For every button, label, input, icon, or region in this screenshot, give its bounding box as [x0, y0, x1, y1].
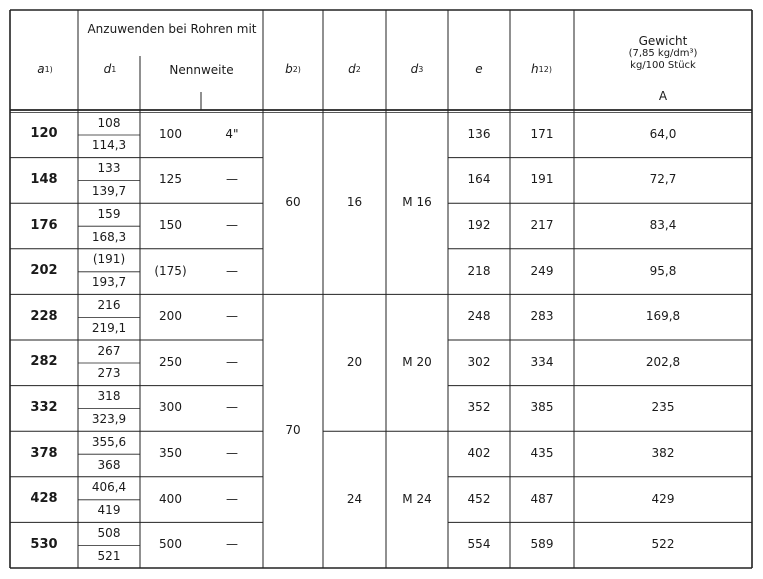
- cell-nennweite-inch: 4": [225, 126, 239, 141]
- cell-d1-top: 216: [97, 297, 121, 312]
- cell-e: 402: [467, 446, 491, 461]
- cell-nennweite: 350: [159, 446, 182, 461]
- cell-weight: 72,7: [649, 172, 677, 187]
- cell-weight: 83,4: [649, 218, 677, 233]
- cell-d2-group: 16: [346, 195, 363, 210]
- cell-nennweite-inch: —: [226, 309, 238, 324]
- cell-weight: 382: [651, 446, 675, 461]
- header-weight-title: Gewicht: [638, 33, 688, 48]
- cell-e: 192: [467, 218, 491, 233]
- cell-h1: 191: [530, 172, 554, 187]
- cell-d1-top: 406,4: [91, 480, 127, 495]
- cell-h1: 435: [530, 446, 554, 461]
- header-d3-symbol: d: [410, 62, 419, 77]
- cell-nennweite: 500: [159, 537, 182, 552]
- cell-h1: 171: [530, 126, 554, 141]
- cell-d1-bottom: 168,3: [91, 229, 127, 244]
- header-d2-symbol: d: [348, 62, 356, 77]
- cell-e: 554: [467, 537, 491, 552]
- cell-a: 378: [30, 445, 58, 461]
- cell-nennweite-inch: —: [226, 218, 238, 233]
- cell-d1-bottom: 521: [97, 548, 121, 563]
- header-e: e: [475, 62, 483, 77]
- cell-e: 302: [467, 354, 491, 369]
- cell-d3-group: M 24: [402, 491, 432, 506]
- header-d1-symbol: d: [103, 62, 112, 77]
- header-b: [263, 48, 323, 92]
- cell-nennweite: 125: [159, 172, 182, 187]
- header-d3: [386, 48, 448, 92]
- cell-weight: 522: [651, 537, 675, 552]
- cell-nennweite: (175): [154, 263, 187, 278]
- cell-d1-top: 318: [97, 389, 121, 404]
- cell-nennweite-inch: —: [226, 491, 238, 506]
- cell-b-group: 60: [285, 195, 301, 210]
- cell-e: 248: [467, 309, 491, 324]
- header-a-symbol: a: [37, 62, 45, 77]
- cell-d1-bottom: 419: [97, 503, 121, 518]
- cell-e: 352: [467, 400, 491, 415]
- header-d2-sub: 2: [355, 65, 361, 75]
- header-h1-note: 2): [543, 65, 552, 75]
- header-d3-sub: 3: [418, 65, 424, 75]
- cell-a: 120: [30, 126, 58, 142]
- cell-d2-group: 24: [346, 491, 363, 506]
- cell-d1-top: 159: [97, 206, 121, 221]
- header-weight: [574, 22, 752, 84]
- header-weight-unit: kg/100 Stück: [630, 59, 696, 71]
- header-a: [12, 48, 78, 92]
- cell-d1-top: (191): [92, 252, 126, 267]
- header-b-note: 2): [292, 65, 301, 75]
- cell-d3-group: M 16: [402, 195, 432, 210]
- header-d1-sub: 1: [111, 65, 117, 75]
- header-nennweite: Nennweite: [169, 63, 234, 78]
- cell-d1-bottom: 323,9: [91, 411, 127, 426]
- cell-a: 428: [30, 491, 58, 507]
- cell-h1: 249: [530, 263, 554, 278]
- cell-e: 452: [467, 491, 491, 506]
- cell-a: 332: [30, 399, 58, 415]
- cell-h1: 283: [530, 309, 554, 324]
- cell-d1-top: 355,6: [91, 434, 127, 449]
- cell-d1-bottom: 368: [97, 457, 121, 472]
- cell-weight: 202,8: [645, 354, 681, 369]
- cell-d1-bottom: 273: [97, 366, 121, 381]
- cell-weight: 429: [651, 491, 675, 506]
- cell-a: 176: [30, 217, 58, 233]
- header-h1: [510, 48, 573, 92]
- cell-a: 202: [30, 263, 58, 279]
- cell-d1-bottom: 139,7: [91, 183, 127, 198]
- cell-e: 164: [467, 172, 491, 187]
- cell-weight: 235: [651, 400, 675, 415]
- header-a-note: 1): [44, 65, 53, 75]
- cell-h1: 589: [530, 537, 554, 552]
- cell-h1: 487: [530, 491, 554, 506]
- cell-nennweite: 100: [159, 126, 182, 141]
- cell-nennweite: 200: [159, 309, 182, 324]
- cell-a: 282: [30, 354, 58, 370]
- cell-d1-top: 133: [97, 161, 121, 176]
- cell-nennweite-inch: —: [226, 400, 238, 415]
- cell-d1-top: 267: [97, 343, 121, 358]
- cell-h1: 334: [530, 354, 554, 369]
- cell-nennweite: 150: [159, 218, 182, 233]
- cell-weight: 64,0: [649, 126, 677, 141]
- cell-nennweite-inch: —: [226, 446, 238, 461]
- cell-d1-bottom: 193,7: [91, 275, 127, 290]
- cell-d1-bottom: 114,3: [91, 138, 127, 153]
- cell-a: 228: [30, 308, 58, 324]
- header-b-symbol: b: [285, 62, 293, 77]
- cell-nennweite-inch: —: [226, 354, 238, 369]
- cell-d1-top: 508: [97, 525, 121, 540]
- cell-nennweite-inch: —: [226, 537, 238, 552]
- cell-h1: 385: [530, 400, 554, 415]
- header-weight-column-a: A: [658, 89, 668, 104]
- cell-nennweite-inch: —: [226, 172, 238, 187]
- cell-h1: 217: [530, 218, 554, 233]
- cell-nennweite: 250: [159, 354, 182, 369]
- header-group-title: Anzuwenden bei Rohren mit: [87, 22, 257, 37]
- cell-d1-bottom: 219,1: [91, 320, 127, 335]
- cell-nennweite: 300: [159, 400, 182, 415]
- cell-weight: 95,8: [649, 263, 677, 278]
- cell-e: 218: [467, 263, 491, 278]
- cell-d1-top: 108: [97, 115, 121, 130]
- cell-d3-group: M 20: [402, 354, 432, 369]
- header-d1: [80, 48, 140, 92]
- cell-b-group: 70: [285, 423, 301, 438]
- cell-weight: 169,8: [645, 309, 681, 324]
- cell-a: 530: [30, 536, 58, 552]
- cell-a: 148: [30, 171, 58, 187]
- cell-e: 136: [467, 126, 491, 141]
- header-h1-symbol: h: [531, 62, 539, 77]
- cell-nennweite: 400: [159, 491, 182, 506]
- cell-d2-group: 20: [346, 354, 363, 369]
- header-weight-density: (7,85 kg/dm³): [628, 48, 698, 60]
- header-d2: [323, 48, 386, 92]
- cell-nennweite-inch: —: [226, 263, 238, 278]
- header-h1-sub: 1: [538, 65, 544, 75]
